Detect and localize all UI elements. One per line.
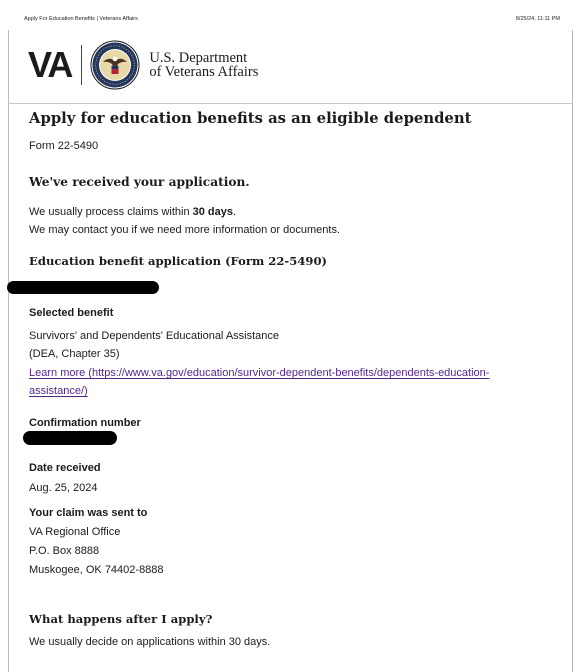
benefit-name: Survivors' and Dependents' Educational Assistance <box>29 330 280 342</box>
address-line-2: P.O. Box 8888 <box>29 545 100 557</box>
department-name <box>149 51 258 79</box>
page-border-right <box>572 30 573 672</box>
page-title: Apply for education benefits as an eligible dependent <box>29 110 472 127</box>
redacted-confirmation-number <box>23 431 117 445</box>
application-heading: Education benefit application (Form 22-5490) <box>29 254 328 268</box>
date-received-value: Aug. 25, 2024 <box>29 482 98 494</box>
date-received-label: Date received <box>29 462 101 474</box>
learn-more-link-continued[interactable]: assistance/) <box>29 385 88 397</box>
print-header-title: Apply For Education Benefits | Veterans Affairs <box>24 16 138 22</box>
header-divider <box>8 103 573 104</box>
redacted-applicant-name <box>7 281 159 294</box>
address-line-1: VA Regional Office <box>29 526 121 538</box>
confirmation-number-label: Confirmation number <box>29 417 141 429</box>
selected-benefit-label: Selected benefit <box>29 307 114 319</box>
sent-to-label: Your claim was sent to <box>29 507 148 519</box>
form-number: Form 22-5490 <box>29 140 99 152</box>
processing-time-text: We usually process claims within 30 days. <box>29 206 237 218</box>
department-name-line2: of Veterans Affairs <box>149 64 259 80</box>
logo-divider <box>81 45 82 85</box>
learn-more-link[interactable]: Learn more (https://www.va.gov/education/survivor-dependent-benefits/dependents-education- <box>29 367 490 379</box>
address-line-3: Muskogee, OK 74402-8888 <box>29 564 164 576</box>
received-heading: We've received your application. <box>29 175 250 189</box>
va-logo[interactable] <box>28 40 258 90</box>
next-steps-text: We usually decide on applications within 30 days. <box>29 636 271 648</box>
next-steps-heading: What happens after I apply? <box>29 612 213 626</box>
contact-notice-text: We may contact you if we need more information or documents. <box>29 224 340 236</box>
department-name-line1: U.S. Department <box>149 50 248 66</box>
va-seal-icon <box>90 40 140 90</box>
print-header <box>24 16 560 22</box>
print-header-datetime: 8/25/24, 11:11 PM <box>515 16 560 22</box>
page-border-left <box>8 30 9 672</box>
va-wordmark: VA <box>28 44 72 85</box>
benefit-chapter: (DEA, Chapter 35) <box>29 348 120 360</box>
